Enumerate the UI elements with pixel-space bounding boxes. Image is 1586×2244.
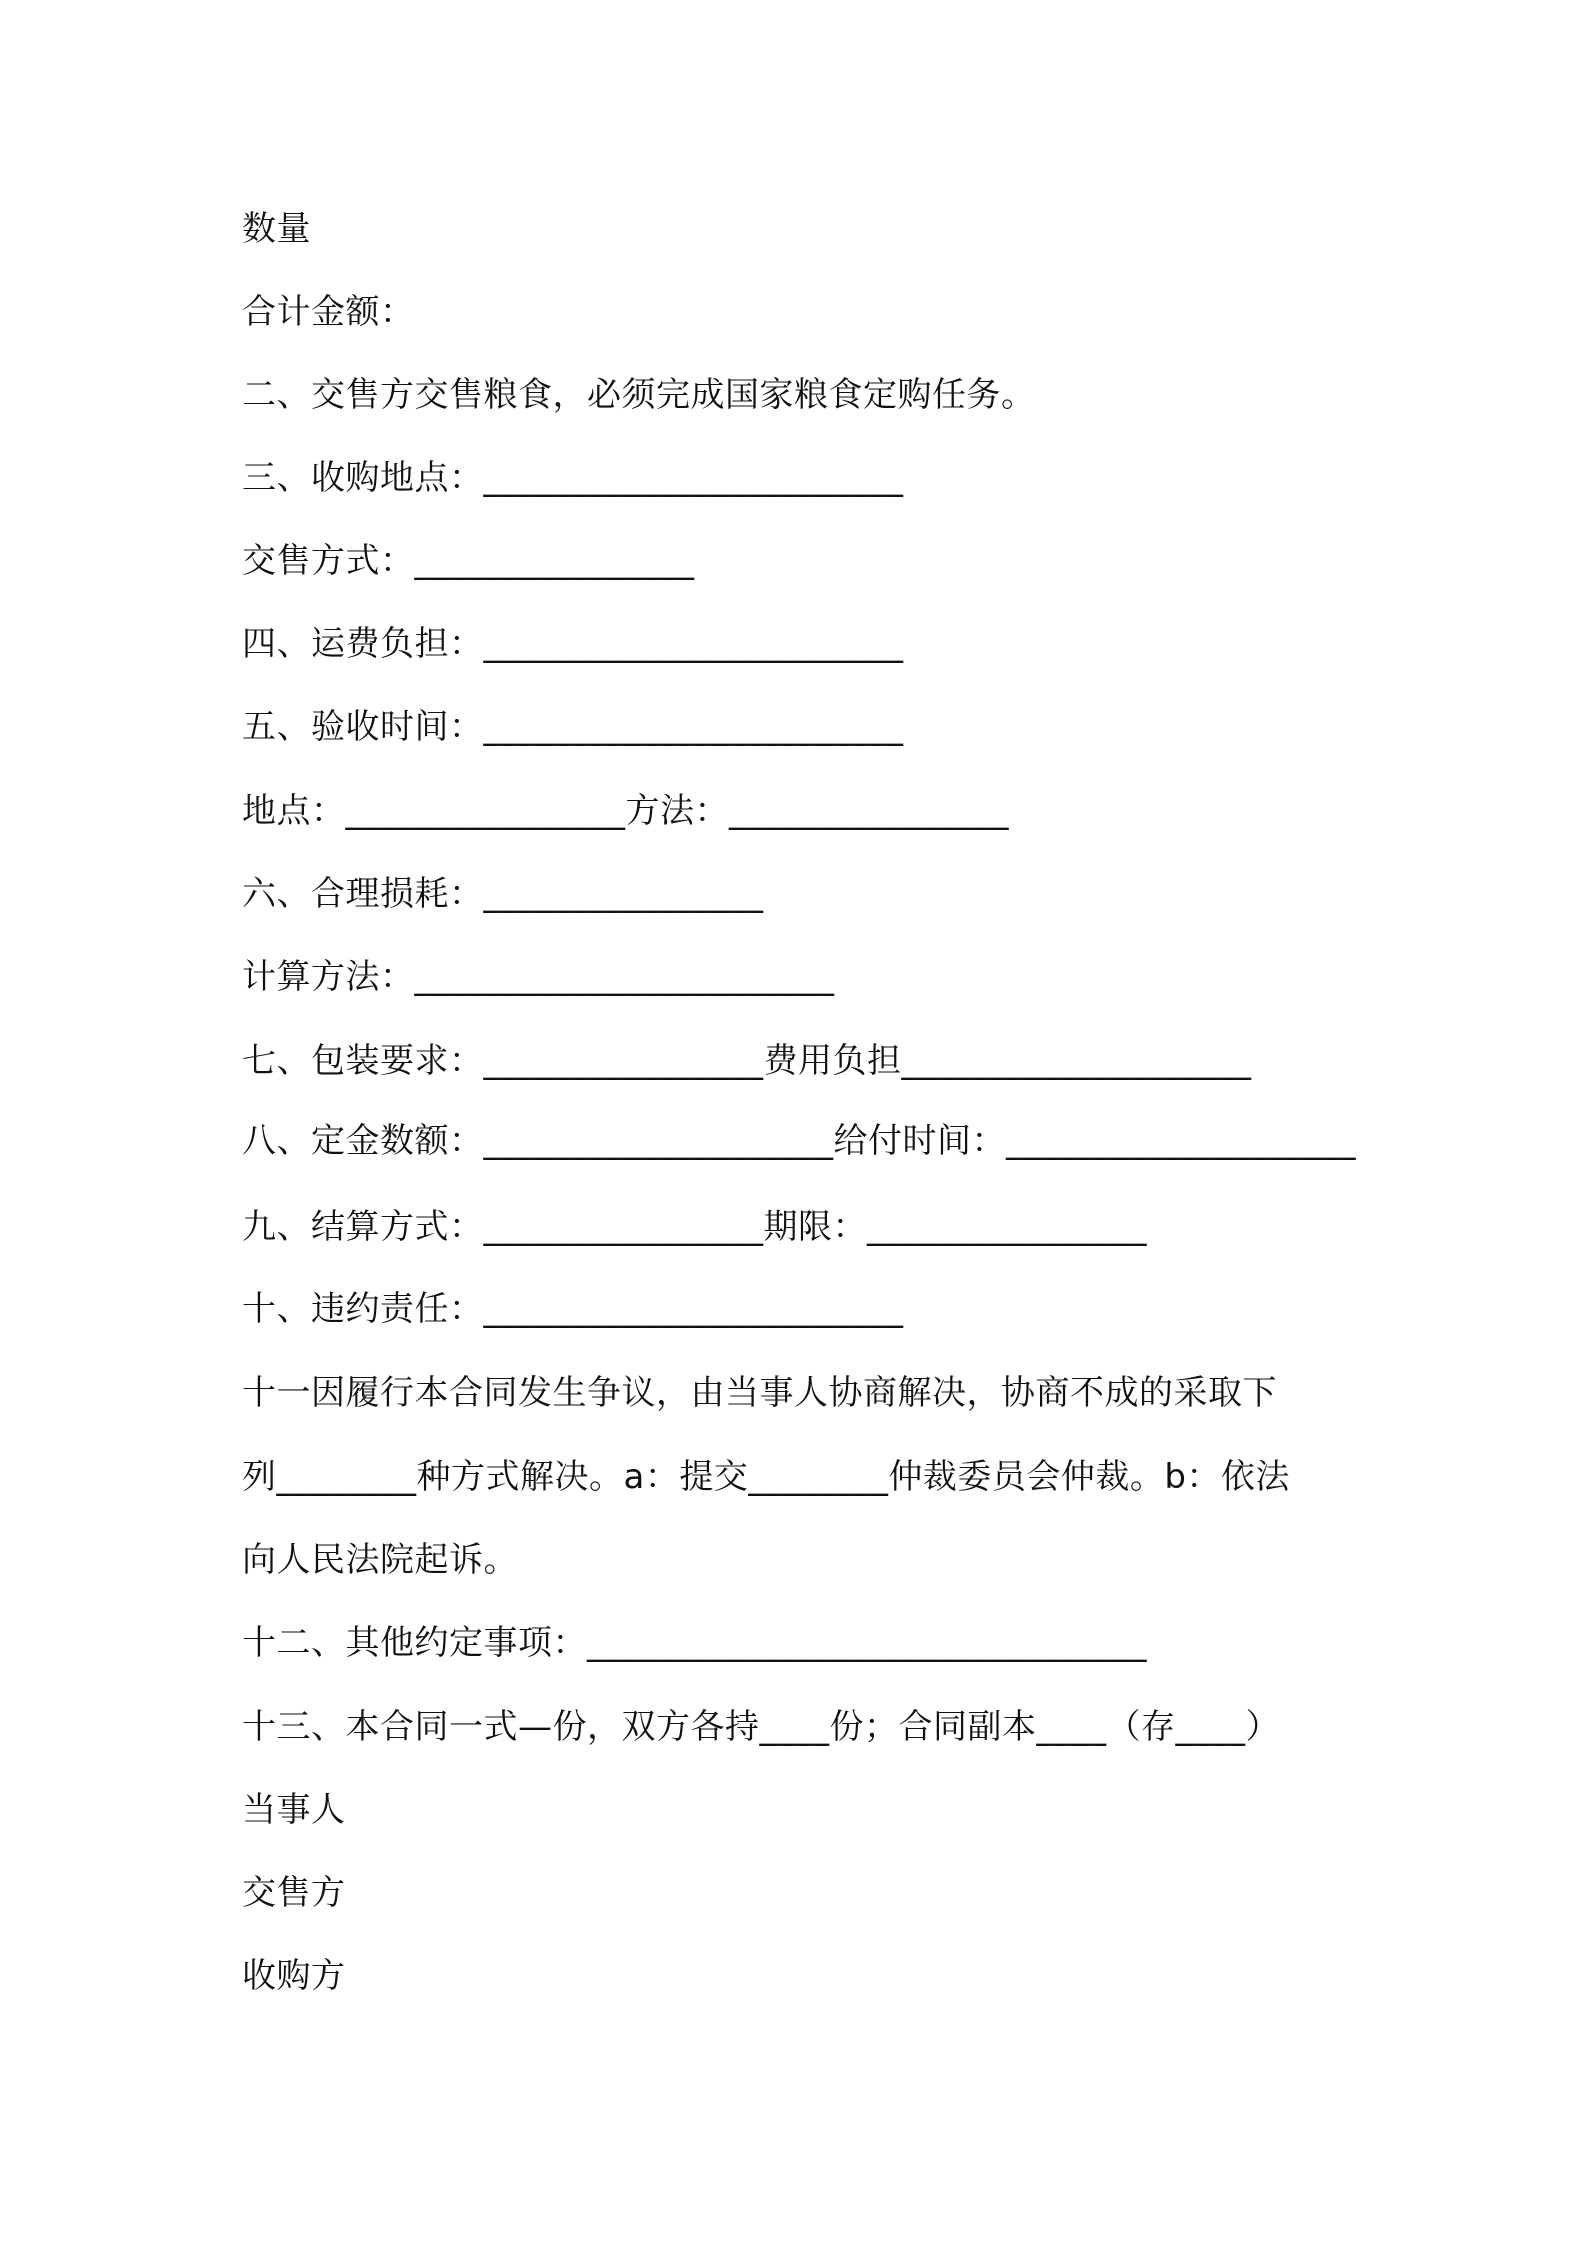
clause-2: 二、交售方交售粮食，必须完成国家粮食定购任务。 [242,375,1036,415]
clause-10-breach: 十、违约责任：________________________ [242,1289,904,1329]
clause-13-copies: 十三、本合同一式—份，双方各持____份；合同副本____（存____） [242,1707,1280,1747]
line-calculation-method: 计算方法：________________________ [242,957,835,997]
clause-11-line-1: 十一因履行本合同发生争议，由当事人协商解决，协商不成的采取下 [242,1373,1277,1413]
clause-9-settlement: 九、结算方式：________________期限：________________ [242,1207,1147,1247]
line-quantity: 数量 [242,209,311,249]
line-seller: 交售方 [242,1873,346,1913]
line-place-method: 地点：________________方法：________________ [242,791,1009,831]
line-sale-method: 交售方式：________________ [242,541,695,581]
clause-11-line-2: 列________种方式解决。a：提交________仲裁委员会仲裁。b：依法 [242,1457,1290,1497]
line-buyer: 收购方 [242,1956,346,1996]
line-total-amount: 合计金额： [242,292,415,332]
clause-11-line-3: 向人民法院起诉。 [242,1540,518,1580]
clause-4-freight: 四、运费负担：________________________ [242,624,904,664]
clause-8-deposit: 八、定金数额：____________________给付时间：____________________ [242,1121,1356,1161]
clause-7-packaging: 七、包装要求：________________费用负担____________________ [242,1041,1252,1081]
line-parties: 当事人 [242,1790,346,1830]
clause-5-inspection-time: 五、验收时间：________________________ [242,707,904,747]
clause-12-other: 十二、其他约定事项：________________________________ [242,1623,1147,1663]
clause-3-purchase-place: 三、收购地点：________________________ [242,458,904,498]
clause-6-loss: 六、合理损耗：________________ [242,874,764,914]
